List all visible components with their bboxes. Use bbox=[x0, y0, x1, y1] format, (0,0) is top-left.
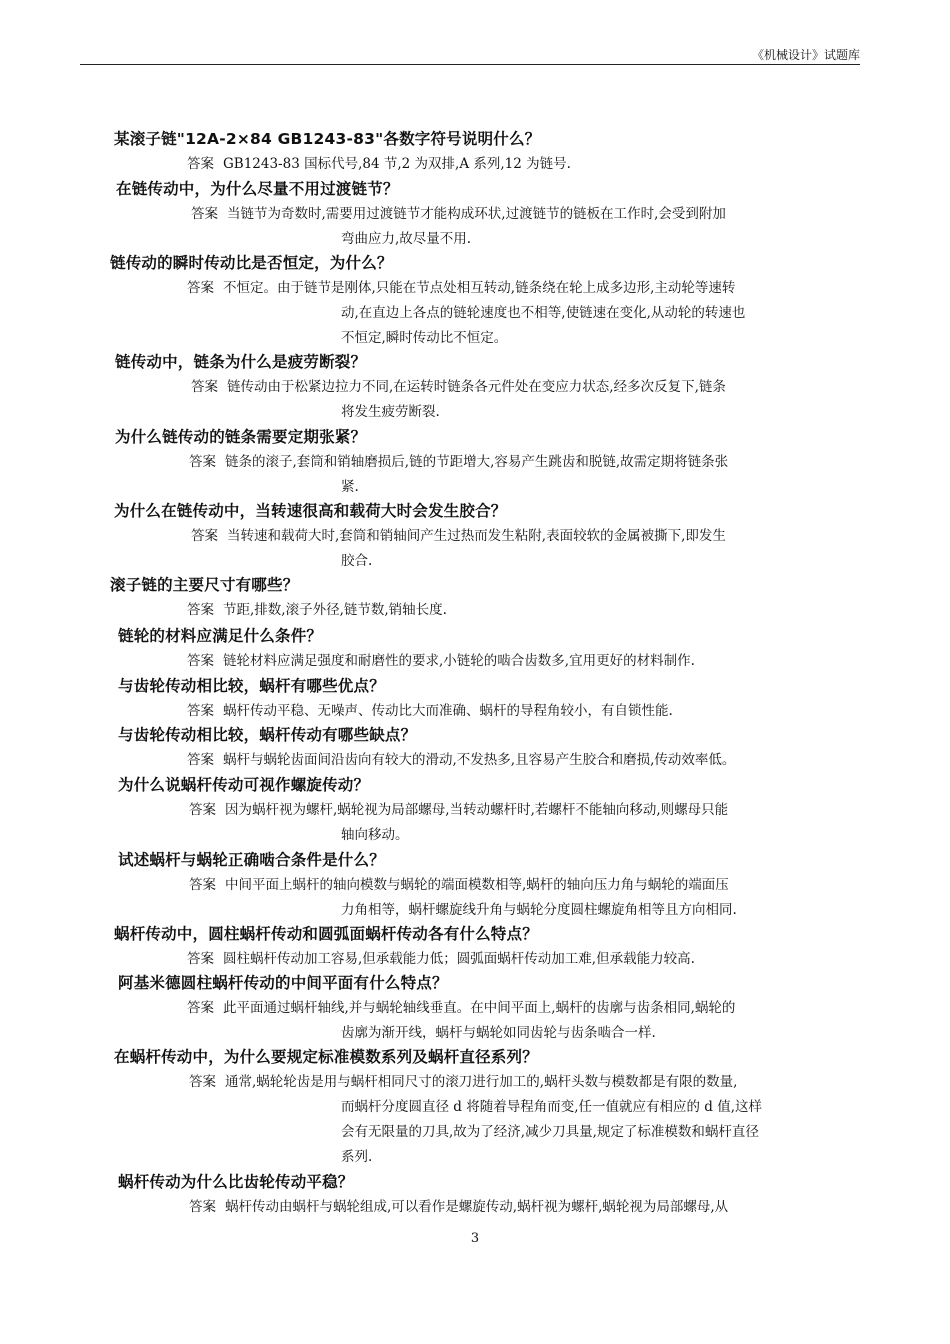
question-heading: 为什么说蜗杆传动可视作螺旋传动？ bbox=[118, 776, 370, 794]
answer-continuation: 会有无限量的刀具,故为了经济,减少刀具量,规定了标准模数和蜗杆直径 bbox=[341, 1124, 759, 1140]
answer-text: 当转速和载荷大时,套筒和销轴间产生过热而发生粘附,表面较软的金属被撕下,即发生 bbox=[227, 528, 726, 544]
answer-line bbox=[189, 798, 728, 818]
answer-label: 答案 bbox=[187, 602, 214, 618]
answer-text: 链传动由于松紧边拉力不同,在运转时链条各元件处在变应力状态,经多次反复下,链条 bbox=[227, 379, 726, 395]
answer-text: GB1243-83 国标代号,84 节,2 为双排,A 系列,12 为链号. bbox=[223, 156, 571, 172]
answer-line bbox=[189, 873, 729, 893]
answer-label: 答案 bbox=[187, 703, 214, 719]
answer-line bbox=[189, 1195, 728, 1215]
answer-text: 链轮材料应满足强度和耐磨性的要求,小链轮的啮合齿数多,宜用更好的材料制作. bbox=[223, 653, 695, 669]
answer-text: 蜗杆传动平稳、无噪声、传动比大而准确、蜗杆的导程角较小，有自锁性能. bbox=[223, 703, 673, 719]
page-number: 3 bbox=[470, 1231, 480, 1246]
question-heading: 与齿轮传动相比较，蜗杆传动有哪些缺点？ bbox=[118, 726, 417, 744]
question-heading: 在蜗杆传动中，为什么要规定标准模数系列及蜗杆直径系列？ bbox=[114, 1048, 538, 1066]
answer-continuation: 轴向移动。 bbox=[341, 827, 409, 843]
answer-continuation: 动,在直边上各点的链轮速度也不相等,使链速在变化,从动轮的转速也 bbox=[341, 305, 746, 321]
answer-continuation: 系列. bbox=[341, 1149, 373, 1165]
question-heading: 蜗杆传动中，圆柱蜗杆传动和圆弧面蜗杆传动各有什么特点？ bbox=[114, 925, 538, 943]
answer-continuation: 胶合. bbox=[341, 553, 373, 569]
question-heading: 某滚子链"12A-2×84 GB1243-83"各数字符号说明什么？ bbox=[114, 130, 541, 148]
answer-line bbox=[191, 375, 726, 395]
answer-label: 答案 bbox=[187, 653, 214, 669]
question-heading: 为什么在链传动中，当转速很高和载荷大时会发生胶合？ bbox=[114, 502, 507, 520]
answer-text: 通常,蜗轮轮齿是用与蜗杆相同尺寸的滚刀进行加工的,蜗杆头数与模数都是有限的数量, bbox=[225, 1074, 738, 1090]
answer-label: 答案 bbox=[189, 1199, 216, 1215]
answer-text: 链条的滚子,套筒和销轴磨损后,链的节距增大,容易产生跳齿和脱链,故需定期将链条张 bbox=[225, 454, 729, 470]
answer-label: 答案 bbox=[191, 206, 218, 222]
answer-line bbox=[187, 947, 695, 967]
answer-continuation: 不恒定,瞬时传动比不恒定。 bbox=[341, 330, 508, 346]
answer-label: 答案 bbox=[187, 951, 214, 967]
question-heading: 链传动的瞬时传动比是否恒定，为什么？ bbox=[110, 254, 393, 272]
answer-line bbox=[189, 1070, 737, 1090]
question-heading: 为什么链传动的链条需要定期张紧？ bbox=[115, 428, 367, 446]
answer-label: 答案 bbox=[191, 528, 218, 544]
answer-line bbox=[187, 152, 571, 172]
answer-line bbox=[191, 524, 726, 544]
answer-continuation: 将发生疲劳断裂. bbox=[341, 404, 440, 420]
answer-label: 答案 bbox=[189, 454, 216, 470]
answer-line bbox=[191, 202, 726, 222]
answer-text: 节距,排数,滚子外径,链节数,销轴长度. bbox=[223, 602, 447, 618]
answer-text: 中间平面上蜗杆的轴向模数与蜗轮的端面模数相等,蜗杆的轴向压力角与蜗轮的端面压 bbox=[225, 877, 729, 893]
question-heading: 试述蜗杆与蜗轮正确啮合条件是什么？ bbox=[118, 851, 385, 869]
question-heading: 蜗杆传动为什么比齿轮传动平稳？ bbox=[118, 1173, 354, 1191]
answer-continuation: 力角相等，蜗杆螺旋线升角与蜗轮分度圆柱螺旋角相等且方向相同. bbox=[341, 902, 737, 918]
answer-label: 答案 bbox=[187, 752, 214, 768]
question-heading: 链轮的材料应满足什么条件？ bbox=[118, 627, 323, 645]
answer-label: 答案 bbox=[189, 802, 216, 818]
answer-continuation: 齿廓为渐开线，蜗杆与蜗轮如同齿轮与齿条啮合一样. bbox=[341, 1025, 656, 1041]
question-heading: 在链传动中，为什么尽量不用过渡链节？ bbox=[116, 180, 399, 198]
answer-line bbox=[187, 598, 447, 618]
answer-text: 当链节为奇数时,需要用过渡链节才能构成环状,过渡链节的链板在工作时,会受到附加 bbox=[227, 206, 726, 222]
answer-label: 答案 bbox=[187, 280, 214, 296]
page-header bbox=[80, 44, 860, 65]
answer-continuation: 弯曲应力,故尽量不用. bbox=[341, 231, 472, 247]
question-heading: 与齿轮传动相比较，蜗杆有哪些优点？ bbox=[118, 677, 385, 695]
answer-continuation: 而蜗杆分度圆直径 d 将随着导程角而变,任一值就应有相应的 d 值,这样 bbox=[341, 1099, 763, 1115]
answer-label: 答案 bbox=[189, 877, 216, 893]
answer-text: 圆柱蜗杆传动加工容易,但承载能力低；圆弧面蜗杆传动加工难,但承载能力较高. bbox=[223, 951, 695, 967]
answer-text: 此平面通过蜗杆轴线,并与蜗轮轴线垂直。在中间平面上,蜗杆的齿廓与齿条相同,蜗轮的 bbox=[223, 1000, 736, 1016]
answer-text: 蜗杆传动由蜗杆与蜗轮组成,可以看作是螺旋传动,蜗杆视为螺杆,蜗轮视为局部螺母,从 bbox=[225, 1199, 729, 1215]
answer-line bbox=[187, 276, 735, 296]
answer-label: 答案 bbox=[191, 379, 218, 395]
answer-continuation: 紧. bbox=[341, 479, 359, 495]
answer-line bbox=[187, 996, 735, 1016]
answer-text: 蜗杆与蜗轮齿面间沿齿向有较大的滑动,不发热多,且容易产生胶合和磨损,传动效率低。 bbox=[223, 752, 736, 768]
question-heading: 阿基米德圆柱蜗杆传动的中间平面有什么特点？ bbox=[118, 974, 448, 992]
answer-label: 答案 bbox=[187, 156, 214, 172]
header-title: 《机械设计》试题库 bbox=[751, 48, 860, 62]
answer-line bbox=[187, 649, 695, 669]
answer-label: 答案 bbox=[187, 1000, 214, 1016]
answer-line bbox=[189, 450, 728, 470]
question-heading: 滚子链的主要尺寸有哪些？ bbox=[110, 576, 299, 594]
answer-text: 因为蜗杆视为螺杆,蜗轮视为局部螺母,当转动螺杆时,若螺杆不能轴向移动,则螺母只能 bbox=[225, 802, 729, 818]
question-heading: 链传动中，链条为什么是疲劳断裂？ bbox=[115, 353, 367, 371]
answer-label: 答案 bbox=[189, 1074, 216, 1090]
answer-line bbox=[187, 748, 735, 768]
answer-text: 不恒定。由于链节是刚体,只能在节点处相互转动,链条绕在轮上成多边形,主动轮等速转 bbox=[223, 280, 736, 296]
answer-line bbox=[187, 699, 673, 719]
